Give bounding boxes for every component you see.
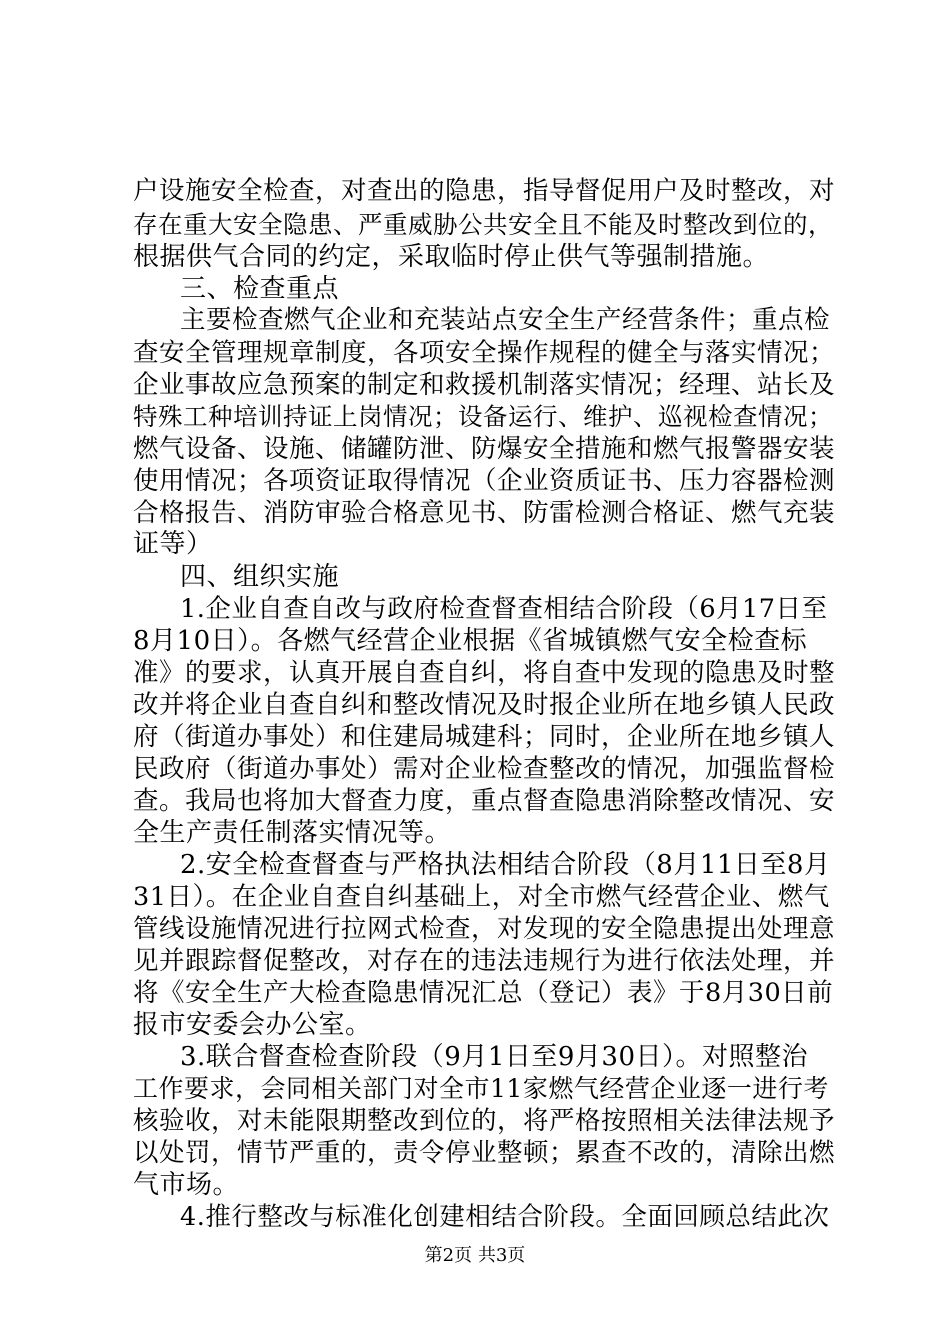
paragraph-line: 合格报告、消防审验合格意见书、防雷检测合格证、燃气充装 [133,498,836,528]
paragraph-line: 特殊工种培训持证上岗情况；设备运行、维护、巡视检查情况； [133,402,833,431]
paragraph-line: 根据供气合同的约定，采取临时停止供气等强制措施。 [133,242,770,272]
paragraph-line: 府（街道办事处）和住建局城建科；同时，企业所在地乡镇人 [133,722,836,752]
paragraph-line: 民政府（街道办事处）需对企业检查整改的情况，加强监督检 [133,754,836,784]
page-number-footer: 第2页 共3页 [424,1245,526,1266]
paragraph-line: 管线设施情况进行拉网式检查，对发现的安全隐患提出处理意 [133,914,836,944]
paragraph-line: 8月10日）。各燃气经营企业根据《省城镇燃气安全检查标 [133,626,808,656]
paragraph-line: 查。我局也将加大督查力度，重点督查隐患消除整改情况、安 [133,786,836,816]
paragraph-line: 使用情况；各项资证取得情况（企业资质证书、压力容器检测 [133,466,836,496]
paragraph-line: 见并跟踪督促整改，对存在的违法违规行为进行依法处理，并 [133,946,836,976]
paragraph-line: 4.推行整改与标准化创建相结合阶段。全面回顾总结此次 [180,1202,830,1232]
paragraph-line: 证等） [133,529,213,559]
paragraph-line: 企业事故应急预案的制定和救援机制落实情况；经理、站长及 [133,370,836,400]
paragraph-line: 3.联合督查检查阶段（9月1日至9月30日）。对照整治 [180,1042,809,1072]
paragraph-line: 查安全管理规章制度，各项安全操作规程的健全与落实情况； [133,338,836,368]
paragraph-line: 户设施安全检查，对查出的隐患，指导督促用户及时整改，对 [133,176,836,206]
paragraph-line: 报市安委会办公室。 [133,1010,372,1040]
paragraph-line: 气市场。 [133,1170,240,1200]
paragraph-line: 1.企业自查自改与政府检查督查相结合阶段（6月17日至 [180,594,828,624]
paragraph-line: 以处罚，情节严重的，责令停业整顿；累查不改的，清除出燃 [133,1138,836,1168]
paragraph-line: 准》的要求，认真开展自查自纠，将自查中发现的隐患及时整 [133,658,836,688]
paragraph-line: 改并将企业自查自纠和整改情况及时报企业所在地乡镇人民政 [133,690,836,720]
paragraph-line: 2.安全检查督查与严格执法相结合阶段（8月11日至8月 [180,850,831,880]
paragraph-line: 31日）。在企业自查自纠基础上，对全市燃气经营企业、燃气 [133,882,830,912]
paragraph-line: 全生产责任制落实情况等。 [133,818,452,848]
paragraph-line: 工作要求，会同相关部门对全市11家燃气经营企业逐一进行考 [133,1074,829,1103]
paragraph-line: 核验收，对未能限期整改到位的，将严格按照相关法律法规予 [133,1106,836,1136]
paragraph-line: 燃气设备、设施、储罐防泄、防爆安全措施和燃气报警器安装 [133,434,836,464]
paragraph-line: 将《安全生产大检查隐患情况汇总（登记）表》于8月30日前 [133,978,834,1008]
section-heading: 三、检查重点 [180,274,340,304]
paragraph-line: 存在重大安全隐患、严重威胁公共安全且不能及时整改到位的， [133,210,833,239]
paragraph-line: 主要检查燃气企业和充装站点安全生产经营条件；重点检 [180,305,831,335]
section-heading: 四、组织实施 [180,562,340,592]
